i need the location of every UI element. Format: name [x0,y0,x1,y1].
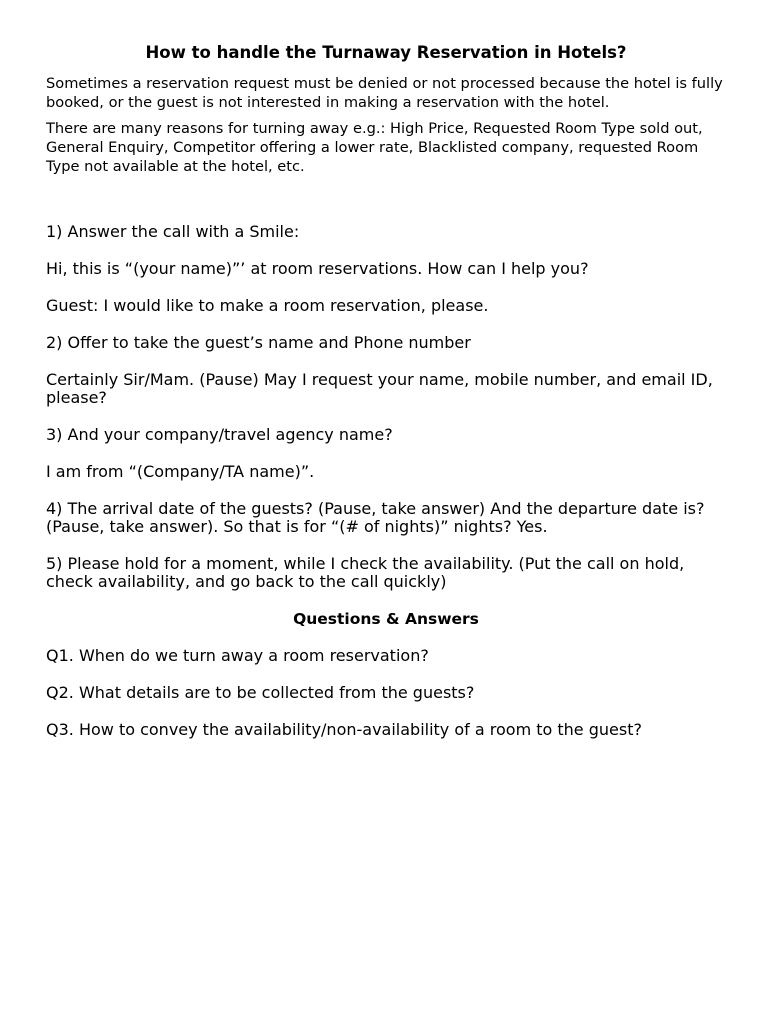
question-3: Q3. How to convey the availability/non-availability of a room to the guest? [46,720,642,739]
qa-heading: Questions & Answers [293,610,479,628]
step-3-heading: 3) And your company/travel agency name? [46,425,393,444]
step-1-greeting: Hi, this is “(your name)”’ at room reservations. How can I help you? [46,259,589,278]
step-4-text: 4) The arrival date of the guests? (Pause, take answer) And the departure date is? (Pause, take answer). So that is for “(# of nights)” nights? Yes. [46,499,705,536]
step-2-heading: 2) Offer to take the guest’s name and Phone number [46,333,471,352]
step-3-reply: I am from “(Company/TA name)”. [46,462,315,481]
question-2: Q2. What details are to be collected from the guests? [46,683,475,702]
step-1-heading: 1) Answer the call with a Smile: [46,222,300,241]
document-title: How to handle the Turnaway Reservation in Hotels? [145,43,627,62]
question-1: Q1. When do we turn away a room reservation? [46,646,429,665]
intro-paragraph-2: There are many reasons for turning away e.g.: High Price, Requested Room Type sold out, General Enquiry, Competitor offering a lower rate, Blacklisted company, requested Room Type not available at the hotel, etc. [46,120,703,175]
step-2-script: Certainly Sir/Mam. (Pause) May I request your name, mobile number, and email ID, please? [46,370,713,407]
step-1-guest-reply: Guest: I would like to make a room reservation, please. [46,296,489,315]
section-spacer [46,183,726,223]
intro-paragraph-1: Sometimes a reservation request must be denied or not processed because the hotel is fully booked, or the guest is not interested in making a reservation with the hotel. [46,75,723,111]
step-5-text: 5) Please hold for a moment, while I check the availability. (Put the call on hold, check availability, and go back to the call quickly) [46,554,685,591]
document-page [46,42,726,758]
